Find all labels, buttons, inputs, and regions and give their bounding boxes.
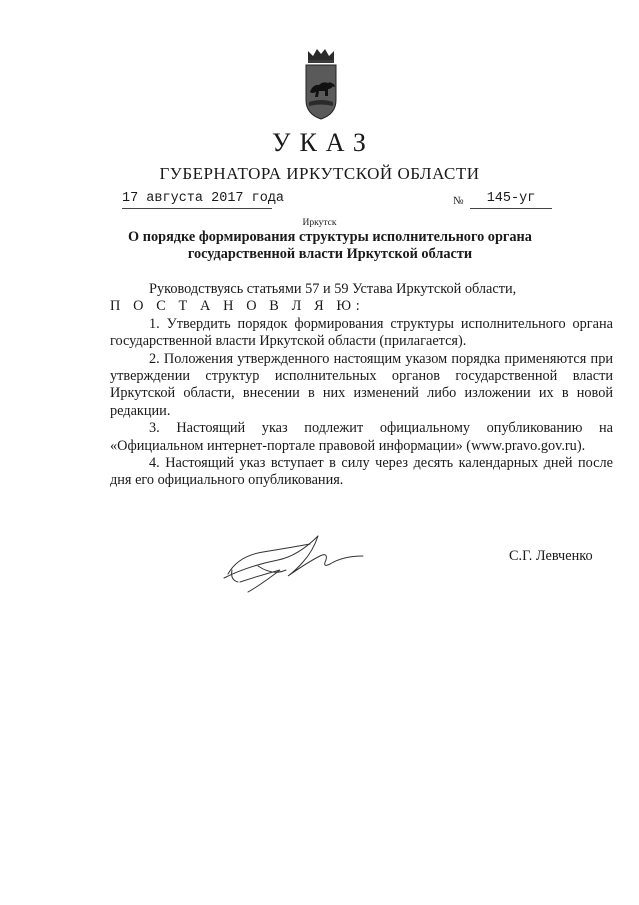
- number-sign: №: [453, 195, 464, 207]
- document-body: [110, 281, 613, 490]
- document-heading: [100, 229, 560, 263]
- list-item: 4. Настоящий указ вступает в силу через десять календарных дней после дня его официального опубликования.: [110, 455, 613, 489]
- document-subtitle: ГУБЕРНАТОРА ИРКУТСКОЙ ОБЛАСТИ: [159, 164, 480, 183]
- signer-name: С.Г. Левченко: [509, 548, 593, 564]
- handwritten-signature: [218, 526, 368, 596]
- list-item: 1. Утвердить порядок формирования структуры исполнительного органа государственной власти Иркутской области (прилагается).: [110, 315, 613, 350]
- document-date: 17 августа 2017 года: [122, 190, 272, 209]
- heading-line-1: О порядке формирования структуры исполнительного органа: [128, 229, 532, 245]
- document-number: 145-уг: [470, 190, 552, 209]
- document-title: УКАЗ: [272, 128, 375, 157]
- list-item: 2. Положения утвержденного настоящим указом порядка применяются при утверждении структур исполнительных органов государственной власти Иркутской области, внесении в них изменений либо изложении их в новой редакции.: [110, 350, 613, 419]
- document-city: Иркутск: [302, 218, 337, 228]
- list-item: 3. Настоящий указ подлежит официальному опубликованию на «Официальном интернет-портале правовой информации» (www.pravo.gov.ru).: [110, 420, 613, 454]
- decree-word: П О С Т А Н О В Л Я Ю:: [110, 298, 365, 315]
- preamble: Руководствуясь статьями 57 и 59 Устава Иркутской области,: [149, 281, 517, 297]
- heading-line-2: государственной власти Иркутской области: [187, 246, 473, 262]
- irkutsk-coat-of-arms-icon: [304, 48, 338, 120]
